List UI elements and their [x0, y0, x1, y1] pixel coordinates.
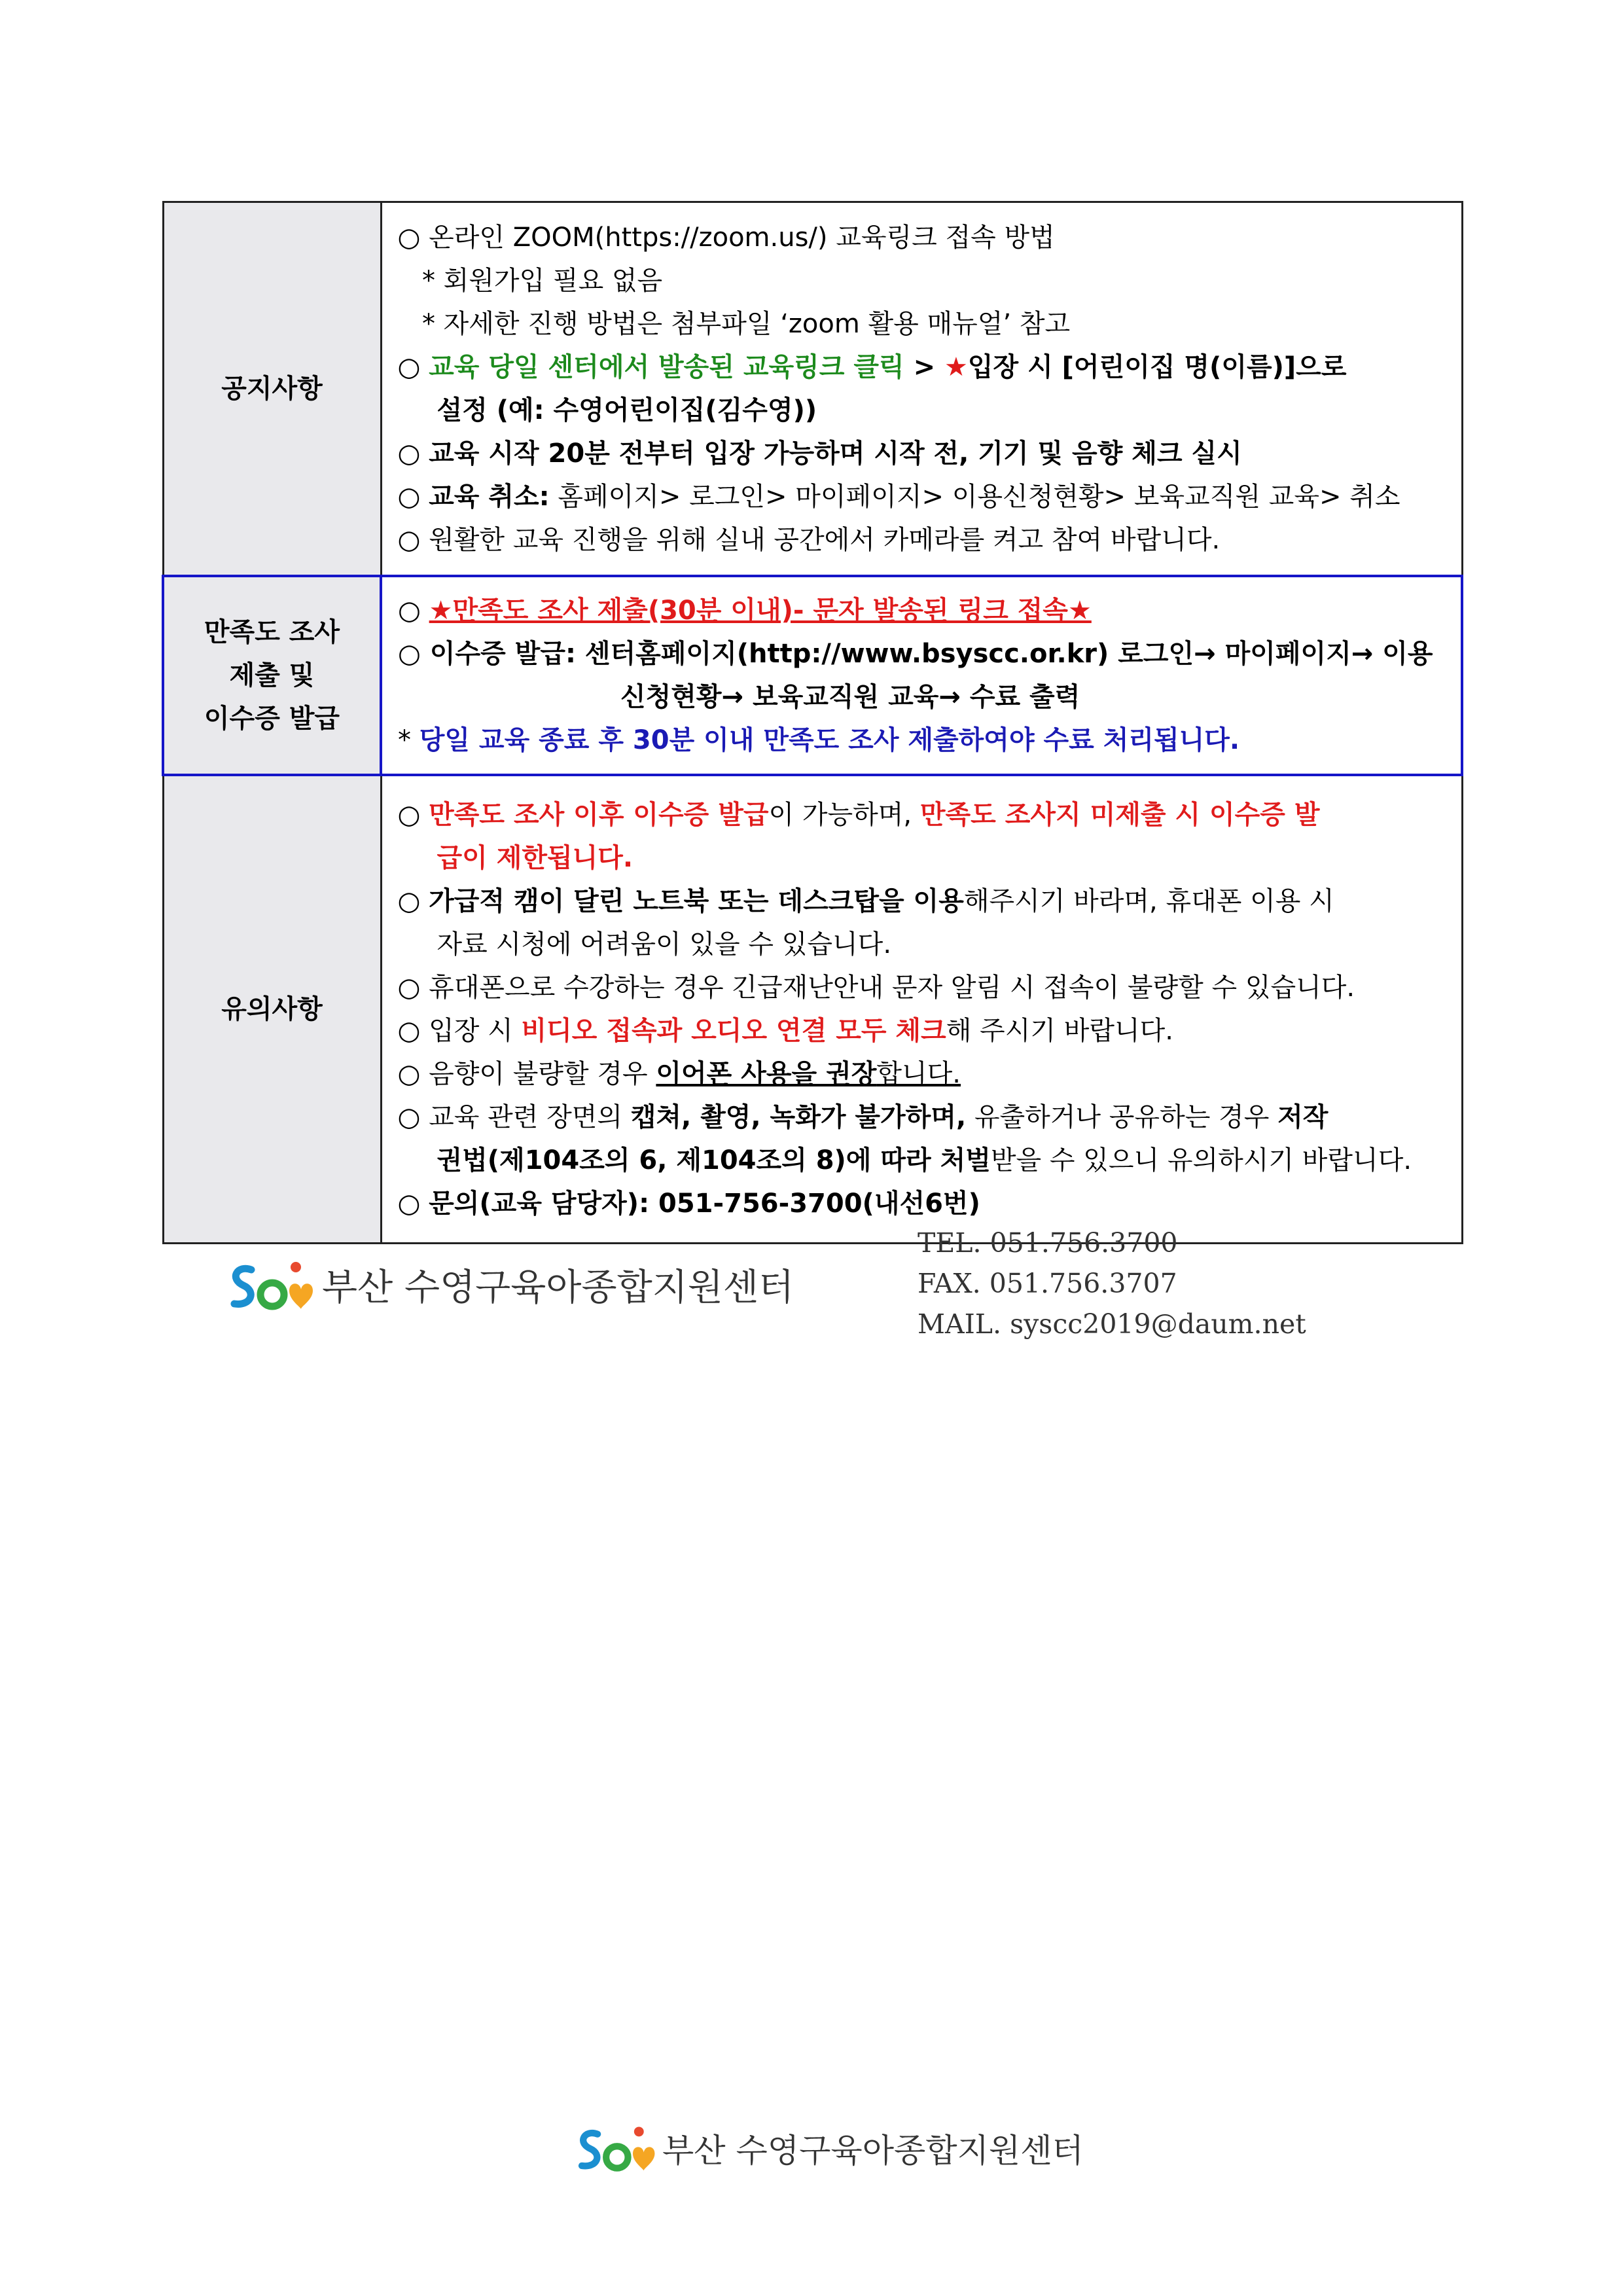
fax-text: FAX. 051.756.3707 — [918, 1268, 1177, 1299]
survey-line: 신청현황→ 보육교직원 교육→ 수료 출력 — [620, 682, 1080, 712]
caution-line: 자료 시청에 어려움이 있을 수 있습니다. — [437, 929, 892, 960]
notice-line: ○ 교육 당일 센터에서 발송된 교육링크 클릭 > ★입장 시 [어린이집 명(이름)]으로 — [397, 352, 1347, 382]
center-logo-icon — [225, 1255, 317, 1314]
notice-line: * 회원가입 필요 없음 — [421, 266, 663, 296]
footer-org-name: 부산 수영구육아종합지원센터 — [322, 1266, 794, 1309]
survey-line: ○ ★만족도 조사 제출(30분 이내)- 문자 발송된 링크 접속★ — [398, 596, 1092, 626]
notice-line: 설정 (예: 수영어린이집(김수영)) — [437, 395, 817, 425]
notice-line: ○ 원활한 교육 진행을 위해 실내 공간에서 카메라를 켜고 참여 바랍니다. — [397, 525, 1221, 555]
survey-line: * 당일 교육 종료 후 30분 이내 만족도 조사 제출하여야 수료 처리됩니다. — [398, 725, 1240, 755]
caution-line: ○ 휴대폰으로 수강하는 경우 긴급재난안내 문자 알림 시 접속이 불량할 수 있습니다. — [397, 973, 1355, 1003]
caution-line: ○ 문의(교육 담당자): 051-756-3700(내선6번) — [397, 1189, 980, 1219]
tel-text: TEL. 051.756.3700 — [918, 1227, 1178, 1259]
caution-line: ○ 입장 시 비디오 접속과 오디오 연결 모두 체크해 주시기 바랍니다. — [397, 1016, 1173, 1046]
caution-line: ○ 교육 관련 장면의 캡쳐, 촬영, 녹화가 불가하며, 유출하거나 공유하는 경우 저작 — [397, 1102, 1329, 1132]
notice-content — [381, 202, 1462, 577]
bottom-org-name: 부산 수영구육아종합지원센터 — [662, 2132, 1084, 2170]
notice-line: ○ 교육 취소: 홈페이지> 로그인> 마이페이지> 이용신청현황> 보육교직원 교육> 취소 — [397, 482, 1400, 512]
info-table — [162, 201, 1463, 1244]
mail-text: MAIL. syscc2019@daum.net — [918, 1308, 1306, 1340]
survey-label: 만족도 조사 제출 및 이수증 발급 — [163, 576, 381, 775]
caution-line: ○ 음향이 불량할 경우 이어폰 사용을 권장합니다. — [397, 1059, 961, 1089]
footer-logo — [225, 1255, 794, 1314]
center-logo-icon — [573, 2121, 658, 2176]
caution-label: 유의사항 — [163, 775, 381, 1244]
notice-line: * 자세한 진행 방법은 첨부파일 ‘zoom 활용 매뉴얼’ 참고 — [421, 309, 1071, 339]
caution-line: 급이 제한됩니다. — [437, 843, 633, 873]
survey-row — [163, 576, 1462, 775]
caution-line: ○ 가급적 캠이 달린 노트북 또는 데스크탑을 이용해주시기 바라며, 휴대폰 이용 시 — [397, 886, 1334, 916]
survey-line: ○ 이수증 발급: 센터홈페이지(http://www.bsyscc.or.kr) 로그인→ 마이페이지→ 이용 — [398, 639, 1433, 669]
contact-info — [918, 1223, 1306, 1344]
notice-line: ○ 교육 시작 20분 전부터 입장 가능하며 시작 전, 기기 및 음향 체크 실시 — [397, 439, 1242, 469]
survey-content — [381, 576, 1462, 775]
caution-line: ○ 만족도 조사 이후 이수증 발급이 가능하며, 만족도 조사지 미제출 시 이수증 발 — [397, 800, 1320, 830]
caution-row — [163, 775, 1462, 1244]
caution-content — [381, 775, 1462, 1244]
notice-line: ○ 온라인 ZOOM(https://zoom.us/) 교육링크 접속 방법 — [397, 223, 1055, 253]
bottom-logo — [573, 2121, 1084, 2176]
notice-row — [163, 202, 1462, 577]
caution-line: 권법(제104조의 6, 제104조의 8)에 따라 처벌받을 수 있으니 유의하시기 바랍니다. — [437, 1145, 1412, 1175]
notice-label: 공지사항 — [163, 202, 381, 577]
